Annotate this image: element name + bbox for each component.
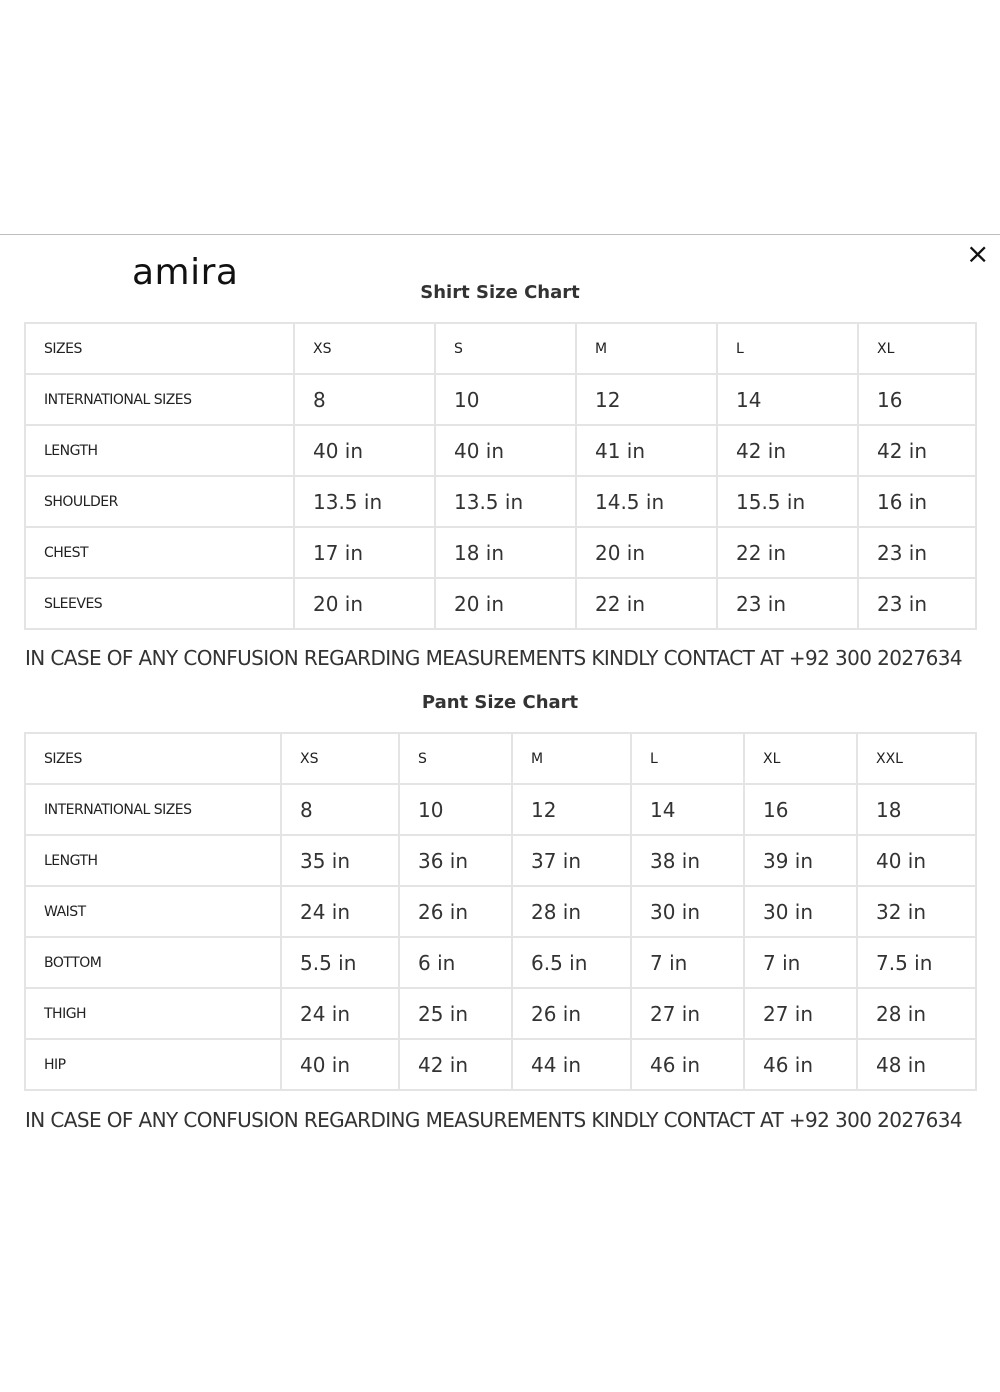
pant-cell: L	[631, 733, 744, 784]
pant-cell: 8	[281, 784, 399, 835]
pant-cell: 44 in	[512, 1039, 631, 1090]
pant-cell: 27 in	[744, 988, 857, 1039]
shirt-size-table	[24, 322, 977, 630]
shirt-table-row	[25, 476, 976, 527]
shirt-cell: 42 in	[717, 425, 858, 476]
pant-cell: 7.5 in	[857, 937, 976, 988]
shirt-cell: 22 in	[717, 527, 858, 578]
pant-cell: 18	[857, 784, 976, 835]
pant-cell: 26 in	[399, 886, 512, 937]
pant-cell: 30 in	[744, 886, 857, 937]
pant-chart-title: Pant Size Chart	[421, 692, 579, 713]
pant-cell: 25 in	[399, 988, 512, 1039]
pant-cell: 40 in	[281, 1039, 399, 1090]
shirt-row-label: CHEST	[25, 527, 294, 578]
pant-cell: XL	[744, 733, 857, 784]
top-divider	[0, 234, 1000, 235]
shirt-row-label: LENGTH	[25, 425, 294, 476]
pant-cell: 5.5 in	[281, 937, 399, 988]
shirt-cell: 40 in	[435, 425, 576, 476]
pant-row-label: BOTTOM	[25, 937, 281, 988]
shirt-row-label: SIZES	[25, 323, 294, 374]
shirt-cell: 14	[717, 374, 858, 425]
shirt-cell: S	[435, 323, 576, 374]
shirt-row-label: SHOULDER	[25, 476, 294, 527]
close-icon[interactable]: ×	[966, 237, 990, 270]
shirt-cell: 16	[858, 374, 976, 425]
shirt-cell: 22 in	[576, 578, 717, 629]
shirt-cell: 23 in	[858, 527, 976, 578]
shirt-cell: L	[717, 323, 858, 374]
pant-cell: 28 in	[857, 988, 976, 1039]
shirt-cell: 23 in	[858, 578, 976, 629]
shirt-cell: 10	[435, 374, 576, 425]
shirt-row-label: INTERNATIONAL SIZES	[25, 374, 294, 425]
shirt-cell: 16 in	[858, 476, 976, 527]
pant-cell: 7 in	[631, 937, 744, 988]
pant-table-row	[25, 988, 976, 1039]
pant-row-label: THIGH	[25, 988, 281, 1039]
pant-cell: 32 in	[857, 886, 976, 937]
pant-cell: 40 in	[857, 835, 976, 886]
shirt-table-row	[25, 425, 976, 476]
pant-row-label: SIZES	[25, 733, 281, 784]
shirt-cell: 14.5 in	[576, 476, 717, 527]
pant-table-row	[25, 1039, 976, 1090]
shirt-cell: 13.5 in	[294, 476, 435, 527]
pant-cell: 27 in	[631, 988, 744, 1039]
brand-logo: amira	[132, 252, 239, 293]
shirt-cell: 17 in	[294, 527, 435, 578]
pant-row-label: INTERNATIONAL SIZES	[25, 784, 281, 835]
shirt-cell: 23 in	[717, 578, 858, 629]
shirt-chart-title: Shirt Size Chart	[420, 282, 580, 303]
shirt-table-row	[25, 374, 976, 425]
pant-table-row	[25, 784, 976, 835]
pant-cell: XXL	[857, 733, 976, 784]
shirt-row-label: SLEEVES	[25, 578, 294, 629]
pant-cell: 38 in	[631, 835, 744, 886]
shirt-contact-note: IN CASE OF ANY CONFUSION REGARDING MEASUREMENTS KINDLY CONTACT AT +92 300 2027634	[25, 646, 963, 670]
shirt-cell: 13.5 in	[435, 476, 576, 527]
pant-cell: 24 in	[281, 886, 399, 937]
pant-table-row	[25, 937, 976, 988]
pant-cell: 6.5 in	[512, 937, 631, 988]
pant-table-row	[25, 733, 976, 784]
pant-cell: 35 in	[281, 835, 399, 886]
pant-size-table	[24, 732, 977, 1091]
shirt-cell: 8	[294, 374, 435, 425]
pant-row-label: HIP	[25, 1039, 281, 1090]
pant-table-row	[25, 886, 976, 937]
shirt-cell: 20 in	[294, 578, 435, 629]
pant-cell: 46 in	[744, 1039, 857, 1090]
pant-cell: 14	[631, 784, 744, 835]
shirt-cell: 18 in	[435, 527, 576, 578]
pant-cell: 12	[512, 784, 631, 835]
pant-cell: 48 in	[857, 1039, 976, 1090]
pant-contact-note: IN CASE OF ANY CONFUSION REGARDING MEASUREMENTS KINDLY CONTACT AT +92 300 2027634	[25, 1108, 963, 1132]
pant-row-label: LENGTH	[25, 835, 281, 886]
shirt-cell: M	[576, 323, 717, 374]
pant-cell: 46 in	[631, 1039, 744, 1090]
pant-table-row	[25, 835, 976, 886]
pant-cell: S	[399, 733, 512, 784]
shirt-cell: 40 in	[294, 425, 435, 476]
pant-cell: XS	[281, 733, 399, 784]
shirt-cell: 20 in	[435, 578, 576, 629]
shirt-cell: 15.5 in	[717, 476, 858, 527]
pant-cell: M	[512, 733, 631, 784]
pant-cell: 36 in	[399, 835, 512, 886]
shirt-table-row	[25, 323, 976, 374]
shirt-cell: 12	[576, 374, 717, 425]
shirt-cell: XL	[858, 323, 976, 374]
pant-cell: 7 in	[744, 937, 857, 988]
shirt-cell: 20 in	[576, 527, 717, 578]
shirt-cell: XS	[294, 323, 435, 374]
pant-row-label: WAIST	[25, 886, 281, 937]
pant-cell: 42 in	[399, 1039, 512, 1090]
pant-cell: 6 in	[399, 937, 512, 988]
shirt-table-row	[25, 578, 976, 629]
pant-cell: 26 in	[512, 988, 631, 1039]
pant-cell: 24 in	[281, 988, 399, 1039]
pant-cell: 39 in	[744, 835, 857, 886]
shirt-cell: 41 in	[576, 425, 717, 476]
shirt-table-row	[25, 527, 976, 578]
pant-cell: 37 in	[512, 835, 631, 886]
pant-cell: 10	[399, 784, 512, 835]
shirt-cell: 42 in	[858, 425, 976, 476]
pant-cell: 28 in	[512, 886, 631, 937]
pant-cell: 16	[744, 784, 857, 835]
pant-cell: 30 in	[631, 886, 744, 937]
